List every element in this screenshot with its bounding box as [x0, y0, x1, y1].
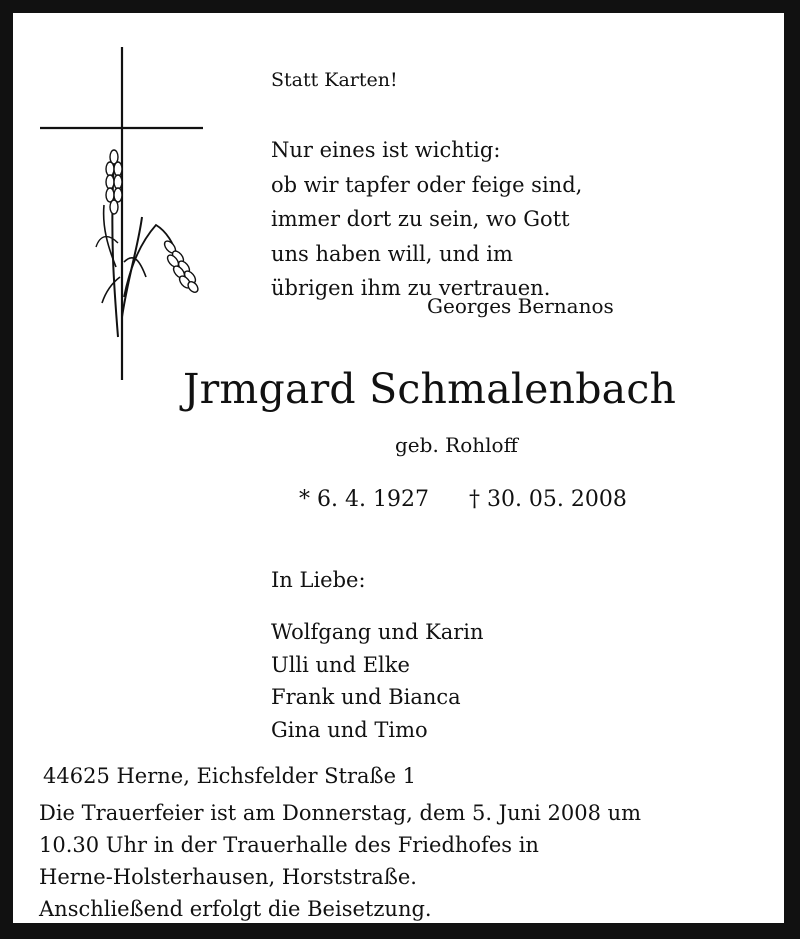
poem-line: immer dort zu sein, wo Gott: [271, 207, 570, 231]
death-date: † 30. 05. 2008: [468, 487, 627, 512]
ceremony-line: 10.30 Uhr in der Trauerhalle des Friedhofes in: [39, 833, 539, 857]
love-heading: In Liebe:: [271, 568, 366, 592]
poem-author: Georges Bernanos: [427, 294, 614, 318]
cross-with-wheat-icon: [38, 47, 208, 383]
family-member: Ulli und Elke: [271, 652, 410, 677]
ceremony-line: Die Trauerfeier ist am Donnerstag, dem 5. Juni 2008 um: [39, 801, 642, 825]
address: 44625 Herne, Eichsfelder Straße 1: [43, 764, 417, 788]
poem-line: ob wir tapfer oder feige sind,: [271, 172, 583, 197]
life-dates: [299, 487, 627, 512]
family-member: Wolfgang und Karin: [271, 620, 484, 644]
ceremony-line: Anschließend erfolgt die Beisetzung.: [39, 897, 432, 921]
birth-date: * 6. 4. 1927: [299, 487, 429, 512]
maiden-name: geb. Rohloff: [395, 433, 518, 457]
ceremony-line: Herne-Holsterhausen, Horststraße.: [39, 865, 417, 889]
family-member: Gina und Timo: [271, 717, 428, 742]
ceremony-info: [39, 797, 641, 925]
poem-line: uns haben will, und im: [271, 241, 513, 266]
poem-line: übrigen ihm zu vertrauen.: [271, 276, 551, 300]
deceased-name: Jrmgard Schmalenbach: [183, 365, 677, 413]
family-list: [271, 616, 484, 746]
intro-line: Statt Karten!: [271, 69, 398, 91]
poem: [271, 133, 582, 306]
family-member: Frank und Bianca: [271, 685, 461, 709]
poem-line: Nur eines ist wichtig:: [271, 138, 501, 162]
